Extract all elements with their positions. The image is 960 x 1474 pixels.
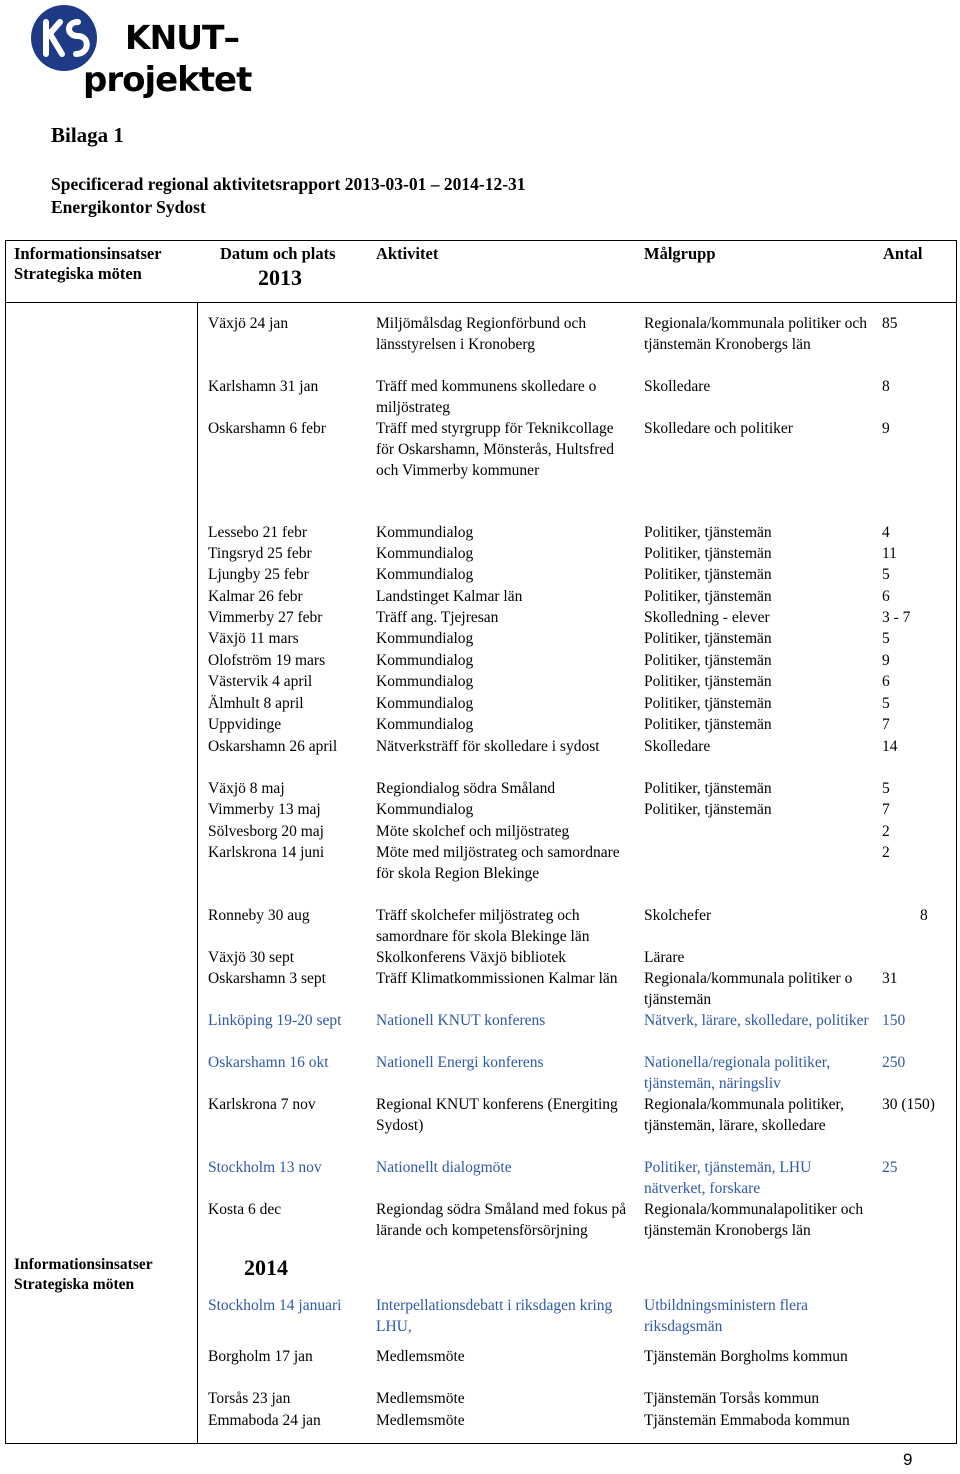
- row-count: 150: [882, 1012, 906, 1029]
- row-activity: Kommundialog: [376, 545, 474, 562]
- header-date: Datum och plats: [220, 244, 336, 263]
- column-divider-1: [197, 302, 198, 1444]
- row-target-group: Skolchefer: [644, 907, 712, 924]
- row-target-group: Lärare: [644, 949, 685, 966]
- row-target-group: Tjänstemän Emmaboda kommun: [644, 1412, 850, 1429]
- page-number: 9: [903, 1450, 913, 1469]
- row-target-group: Skolledare och politiker: [644, 420, 793, 437]
- row-date: Uppvidinge: [208, 716, 282, 733]
- row-target-group: Politiker, tjänstemän: [644, 695, 772, 712]
- row-target-group: Politiker, tjänstemän: [644, 780, 772, 797]
- row-target-group: Politiker, tjänstemän: [644, 673, 772, 690]
- row-date: Emmaboda 24 jan: [208, 1412, 321, 1429]
- row-activity: Medlemsmöte: [376, 1412, 465, 1429]
- row-date: Oskarshamn 26 april: [208, 738, 338, 755]
- row-date: Borgholm 17 jan: [208, 1348, 313, 1365]
- row-count: 3 - 7: [882, 609, 911, 626]
- row-activity: Nationell Energi konferens: [376, 1054, 544, 1071]
- row-activity: Kommundialog: [376, 695, 474, 712]
- row-count: 2: [882, 823, 890, 840]
- page-heading: Bilaga 1: [51, 123, 124, 147]
- row-date: Växjö 30 sept: [208, 949, 295, 966]
- header-year-2013: 2013: [258, 265, 302, 290]
- row-count: 4: [882, 524, 890, 541]
- row-target-group: Nationella/regionala politiker, tjänstemän, näringsliv: [644, 1054, 831, 1092]
- row-activity: Träff skolchefer miljöstrateg och samordnare för skola Blekinge län: [376, 907, 590, 945]
- row-count: 9: [882, 420, 890, 437]
- logo-text-knut: KNUT–: [125, 18, 239, 57]
- knut-logo: [28, 2, 252, 102]
- row-activity: Kommundialog: [376, 652, 474, 669]
- logo-text-projektet: projektet: [83, 60, 252, 100]
- row-count: 25: [882, 1159, 898, 1176]
- row-activity: Regional KNUT konferens (Energiting Sydost): [376, 1096, 618, 1134]
- row-date: Stockholm 13 nov: [208, 1159, 322, 1176]
- row-date: Oskarshamn 6 febr: [208, 420, 326, 437]
- header-target-group: Målgrupp: [644, 244, 716, 263]
- row-count: 8: [882, 378, 890, 395]
- row-activity: Träff med styrgrupp för Teknikcollage för Oskarshamn, Mönsterås, Hultsfred och Vimmerby kommuner: [376, 420, 615, 479]
- row-date: Kalmar 26 febr: [208, 588, 303, 605]
- row-date: Oskarshamn 16 okt: [208, 1054, 329, 1071]
- row-activity: Möte skolchef och miljöstrateg: [376, 823, 570, 840]
- subtitle-line-1: Specificerad regional aktivitetsrapport 2013-03-01 – 2014-12-31: [51, 174, 526, 194]
- row-date: Älmhult 8 april: [208, 695, 304, 712]
- row-activity: Medlemsmöte: [376, 1348, 465, 1365]
- side-header-line-1: Informationsinsatser: [14, 244, 162, 263]
- row-date: Karlskrona 7 nov: [208, 1096, 316, 1113]
- row-target-group: Regionala/kommunala politiker o tjänstemän: [644, 970, 853, 1008]
- row-date: Oskarshamn 3 sept: [208, 970, 326, 987]
- row-target-group: Utbildningsministern flera riksdagsmän: [644, 1297, 809, 1335]
- row-date: Karlshamn 31 jan: [208, 378, 319, 395]
- row-target-group: Politiker, tjänstemän: [644, 545, 772, 562]
- row-activity: Interpellationsdebatt i riksdagen kring LHU,: [376, 1297, 613, 1335]
- row-count: 85: [882, 315, 898, 332]
- row-target-group: Skolledare: [644, 378, 711, 395]
- row-count: 14: [882, 738, 898, 755]
- row-date: Sölvesborg 20 maj: [208, 823, 324, 840]
- row-count: 9: [882, 652, 890, 669]
- row-target-group: Skolledning - elever: [644, 609, 770, 626]
- row-activity: Nätverksträff för skolledare i sydost: [376, 738, 600, 755]
- row-activity: Miljömålsdag Regionförbund och länsstyrelsen i Kronoberg: [376, 315, 587, 353]
- side-header: [14, 244, 162, 284]
- row-count: 7: [882, 716, 890, 733]
- row-target-group: Regionala/kommunala politiker och tjänstemän Kronobergs län: [644, 315, 867, 353]
- header-count: Antal: [883, 244, 923, 263]
- row-date: Vimmerby 27 febr: [208, 609, 323, 626]
- row-target-group: Politiker, tjänstemän: [644, 524, 772, 541]
- row-activity: Skolkonferens Växjö bibliotek: [376, 949, 566, 966]
- row-count: 31: [882, 970, 898, 987]
- row-activity: Möte med miljöstrateg och samordnare för skola Region Blekinge: [376, 844, 620, 882]
- row-activity: Kommundialog: [376, 524, 474, 541]
- row-activity: Kommundialog: [376, 673, 474, 690]
- row-activity: Regiondialog södra Småland: [376, 780, 556, 797]
- row-target-group: Politiker, tjänstemän: [644, 716, 772, 733]
- row-count: 250: [882, 1054, 906, 1071]
- row-activity: Kommundialog: [376, 801, 474, 818]
- row-target-group: Politiker, tjänstemän: [644, 588, 772, 605]
- row-activity: Regiondag södra Småland med fokus på lärande och kompetensförsörjning: [376, 1201, 627, 1239]
- row-target-group: Skolledare: [644, 738, 711, 755]
- row-count: 11: [882, 545, 897, 562]
- row-count: 5: [882, 566, 890, 583]
- row-date: Växjö 24 jan: [208, 315, 289, 332]
- row-activity: Medlemsmöte: [376, 1390, 465, 1407]
- row-activity: Träff Klimatkommissionen Kalmar län: [376, 970, 618, 987]
- row-count: 6: [882, 673, 890, 690]
- row-target-group: Politiker, tjänstemän: [644, 652, 772, 669]
- row-date: Lessebo 21 febr: [208, 524, 307, 541]
- header-activity: Aktivitet: [376, 244, 439, 263]
- row-count: 6: [882, 588, 890, 605]
- row-date: Stockholm 14 januari: [208, 1297, 342, 1314]
- row-count: 7: [882, 801, 890, 818]
- row-count: 5: [882, 695, 890, 712]
- row-activity: Träff ang. Tjejresan: [376, 609, 499, 626]
- row-date: Kosta 6 dec: [208, 1201, 282, 1218]
- side-label-bottom-line-1: Informationsinsatser: [14, 1256, 153, 1273]
- row-date: Ronneby 30 aug: [208, 907, 310, 924]
- row-date: Vimmerby 13 maj: [208, 801, 321, 818]
- row-target-group: Regionala/kommunalapolitiker och tjänstemän Kronobergs län: [644, 1201, 864, 1239]
- row-date: Karlskrona 14 juni: [208, 844, 325, 861]
- row-activity: Träff med kommunens skolledare o miljöstrateg: [376, 378, 597, 416]
- row-date: Torsås 23 jan: [208, 1390, 291, 1407]
- row-date: Olofström 19 mars: [208, 652, 326, 669]
- row-date: Ljungby 25 febr: [208, 566, 309, 583]
- header-divider: [5, 302, 957, 303]
- row-count: 5: [882, 630, 890, 647]
- report-subtitle: [51, 173, 526, 219]
- row-activity: Nationellt dialogmöte: [376, 1159, 512, 1176]
- row-date: Tingsryd 25 febr: [208, 545, 312, 562]
- side-label-bottom: [14, 1255, 153, 1295]
- activity-table: [5, 240, 957, 1444]
- row-activity: Nationell KNUT konferens: [376, 1012, 546, 1029]
- row-count: 30 (150): [882, 1096, 935, 1113]
- row-count: 8: [920, 907, 928, 924]
- side-label-bottom-line-2: Strategiska möten: [14, 1276, 135, 1293]
- row-date: Växjö 11 mars: [208, 630, 299, 647]
- row-target-group: Politiker, tjänstemän: [644, 630, 772, 647]
- row-target-group: Tjänstemän Torsås kommun: [644, 1390, 820, 1407]
- row-target-group: Nätverk, lärare, skolledare, politiker: [644, 1012, 869, 1029]
- subtitle-line-2: Energikontor Sydost: [51, 197, 206, 217]
- row-target-group: Politiker, tjänstemän, LHU nätverket, forskare: [644, 1159, 812, 1197]
- side-header-line-2: Strategiska möten: [14, 264, 142, 283]
- row-activity: Landstinget Kalmar län: [376, 588, 523, 605]
- row-date: Västervik 4 april: [208, 673, 313, 690]
- row-target-group: Tjänstemän Borgholms kommun: [644, 1348, 848, 1365]
- row-activity: Kommundialog: [376, 566, 474, 583]
- row-activity: Kommundialog: [376, 630, 474, 647]
- year-2014-label: 2014: [244, 1255, 288, 1280]
- row-activity: Kommundialog: [376, 716, 474, 733]
- row-target-group: Politiker, tjänstemän: [644, 801, 772, 818]
- row-date: Linköping 19-20 sept: [208, 1012, 342, 1029]
- row-count: 2: [882, 844, 890, 861]
- row-target-group: Politiker, tjänstemän: [644, 566, 772, 583]
- row-count: 5: [882, 780, 890, 797]
- row-date: Växjö 8 maj: [208, 780, 285, 797]
- row-target-group: Regionala/kommunala politiker, tjänstemän, lärare, skolledare: [644, 1096, 844, 1134]
